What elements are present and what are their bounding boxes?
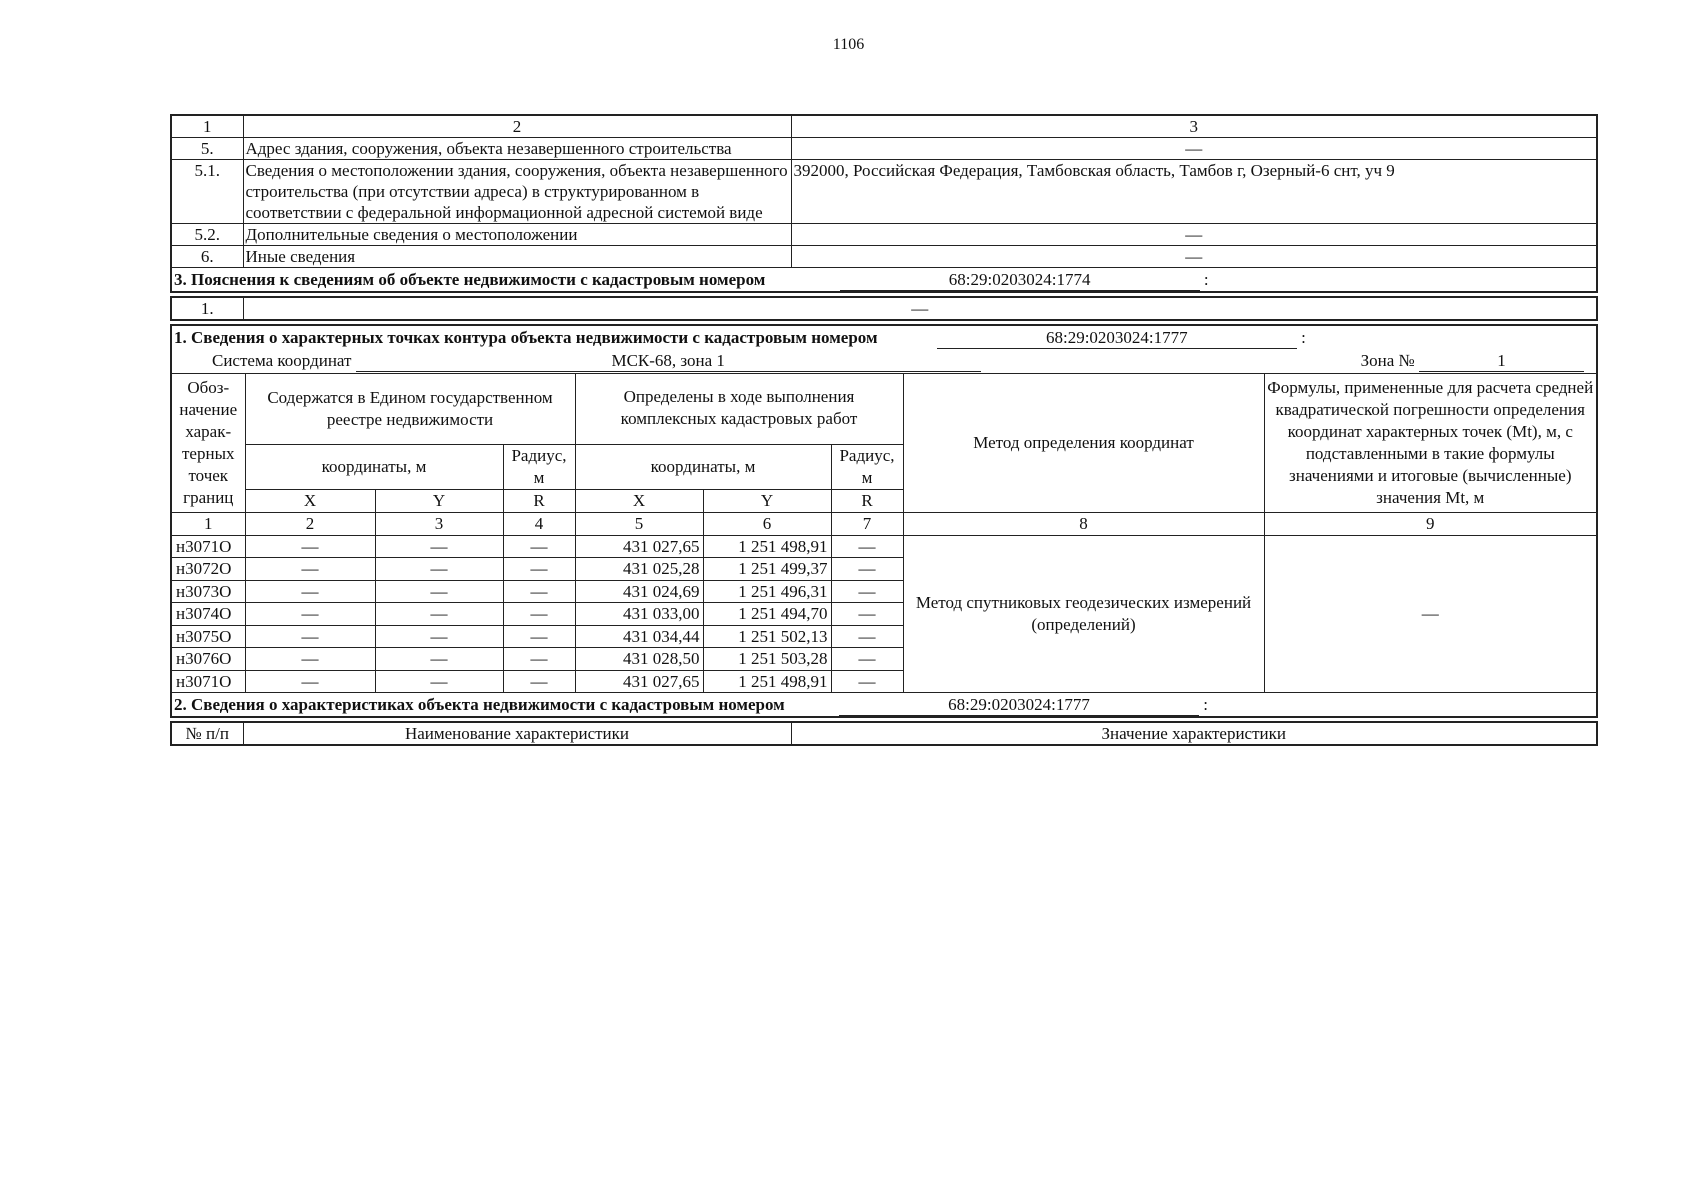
table-row [171,246,1597,268]
col-header-1: 1 [171,115,243,138]
section-3-table [170,296,1598,321]
determined-r: — [831,625,903,648]
egrn-r-header: R [503,490,575,513]
egrn-r: — [503,580,575,603]
table-row [171,224,1597,246]
row-number: 6. [171,246,243,268]
egrn-y: — [375,580,503,603]
egrn-r: — [503,670,575,693]
point-name: н3073О [171,580,245,603]
section-1-colon: : [1301,328,1306,347]
method-header: Метод определения координат [903,374,1264,513]
egrn-header: Содержатся в Едином государственном реестре недвижимости [245,374,575,445]
determined-coords-header: координаты, м [575,445,831,490]
section-2-title-row [171,693,1597,718]
egrn-r: — [503,648,575,671]
row-number: 5. [171,138,243,160]
egrn-x: — [245,580,375,603]
method-value: Метод спутниковых геодезических измерений (определений) [903,535,1264,693]
egrn-y: — [375,625,503,648]
egrn-r: — [503,603,575,626]
row-value: — [791,246,1597,268]
col-value-header: Значение характеристики [791,722,1597,745]
point-name: н3076О [171,648,245,671]
egrn-x: — [245,603,375,626]
row-value: — [791,138,1597,160]
section-1-cadastral: 68:29:0203024:1777 [937,328,1297,349]
designation-header: Обоз-начение харак-терных точек границ [171,374,245,513]
col-number: 6 [703,513,831,536]
characteristics-table [170,721,1598,746]
col-header-2: 2 [243,115,791,138]
header-row [171,722,1597,745]
page-number: 1106 [832,36,865,53]
coord-system-row [171,349,1597,374]
determined-header: Определены в ходе выполнения комплексных кадастровых работ [575,374,903,445]
coord-system-label: Система координат [212,351,352,370]
egrn-x: — [245,558,375,581]
col-number: 4 [503,513,575,536]
determined-y: 1 251 498,91 [703,535,831,558]
section-2-title: 2. Сведения о характеристиках объекта недвижимости с кадастровым номером [174,695,785,714]
col-number: 3 [375,513,503,536]
determined-r: — [831,535,903,558]
zone-label: Зона № [1360,351,1415,370]
determined-x: 431 028,50 [575,648,703,671]
determined-r: — [831,558,903,581]
determined-r: — [831,603,903,626]
determined-x: 431 033,00 [575,603,703,626]
col-name-header: Наименование характеристики [243,722,791,745]
determined-y: 1 251 494,70 [703,603,831,626]
address-table [170,114,1598,293]
section-1-title-row [171,325,1597,349]
egrn-y: — [375,558,503,581]
egrn-y: — [375,648,503,671]
point-name: н3075О [171,625,245,648]
determined-y-header: Y [703,490,831,513]
determined-y: 1 251 499,37 [703,558,831,581]
table-row [171,297,1597,320]
coord-system-value: МСК-68, зона 1 [356,351,981,372]
table-row [171,138,1597,160]
egrn-r: — [503,535,575,558]
egrn-x: — [245,625,375,648]
col-number: 7 [831,513,903,536]
row-value: — [243,297,1597,320]
determined-x: 431 034,44 [575,625,703,648]
determined-r: — [831,648,903,671]
egrn-r: — [503,625,575,648]
row-name: Иные сведения [243,246,791,268]
determined-y: 1 251 503,28 [703,648,831,671]
egrn-x: — [245,535,375,558]
formulas-header: Формулы, примененные для расчета средней квадратической погрешности определения координат характерных точек (Mt), м, с подставленными в такие формулы значениями и итоговые (вычисленные) значения Mt, м [1264,374,1597,513]
section-3-colon: : [1203,270,1209,289]
section-2-cadastral: 68:29:0203024:1777 [839,695,1199,716]
determined-y: 1 251 498,91 [703,670,831,693]
row-value: 392000, Российская Федерация, Тамбовская область, Тамбов г, Озерный-6 снт, уч 9 [791,160,1597,224]
determined-x: 431 025,28 [575,558,703,581]
egrn-coords-header: координаты, м [245,445,503,490]
header-row [171,115,1597,138]
row-number: 1. [171,297,243,320]
col-number: 8 [903,513,1264,536]
header-row-1 [171,374,1597,445]
row-name: Адрес здания, сооружения, объекта незавершенного строительства [243,138,791,160]
section-2-colon: : [1203,695,1208,714]
section-3-title-row [171,268,1597,293]
determined-y: 1 251 502,13 [703,625,831,648]
table-row [171,160,1597,224]
egrn-y: — [375,670,503,693]
zone-value: 1 [1419,351,1584,372]
egrn-x: — [245,648,375,671]
document-body [170,114,1598,746]
section-3-cadastral: 68:29:0203024:1774 [840,270,1200,291]
row-name: Сведения о местоположении здания, сооружения, объекта незавершенного строительства (при отсутствии адреса) в структурированном в соответствии с федеральной информационной адресной системой виде [243,160,791,224]
row-number: 5.1. [171,160,243,224]
determined-r-header: R [831,490,903,513]
row-name: Дополнительные сведения о местоположении [243,224,791,246]
row-number: 5.2. [171,224,243,246]
row-value: — [791,224,1597,246]
col-number: 1 [171,513,245,536]
section-3-title: 3. Пояснения к сведениям об объекте недвижимости с кадастровым номером [174,270,766,289]
determined-radius-header: Радиус, м [831,445,903,490]
determined-x: 431 027,65 [575,535,703,558]
determined-r: — [831,580,903,603]
col-header-3: 3 [791,115,1597,138]
egrn-y-header: Y [375,490,503,513]
point-name: н3074О [171,603,245,626]
col-number: 5 [575,513,703,536]
contour-points-table [170,324,1598,718]
determined-x: 431 027,65 [575,670,703,693]
egrn-y: — [375,535,503,558]
egrn-x-header: X [245,490,375,513]
egrn-y: — [375,603,503,626]
determined-x-header: X [575,490,703,513]
determined-y: 1 251 496,31 [703,580,831,603]
point-name: н3071О [171,535,245,558]
egrn-r: — [503,558,575,581]
determined-r: — [831,670,903,693]
column-number-row [171,513,1597,536]
point-name: н3072О [171,558,245,581]
table-row [171,535,1597,558]
col-number: 9 [1264,513,1597,536]
determined-x: 431 024,69 [575,580,703,603]
formulas-value: — [1264,535,1597,693]
egrn-radius-header: Радиус, м [503,445,575,490]
section-1-title: 1. Сведения о характерных точках контура объекта недвижимости с кадастровым номером [174,328,878,347]
col-number-header: № п/п [171,722,243,745]
egrn-x: — [245,670,375,693]
col-number: 2 [245,513,375,536]
point-name: н3071О [171,670,245,693]
